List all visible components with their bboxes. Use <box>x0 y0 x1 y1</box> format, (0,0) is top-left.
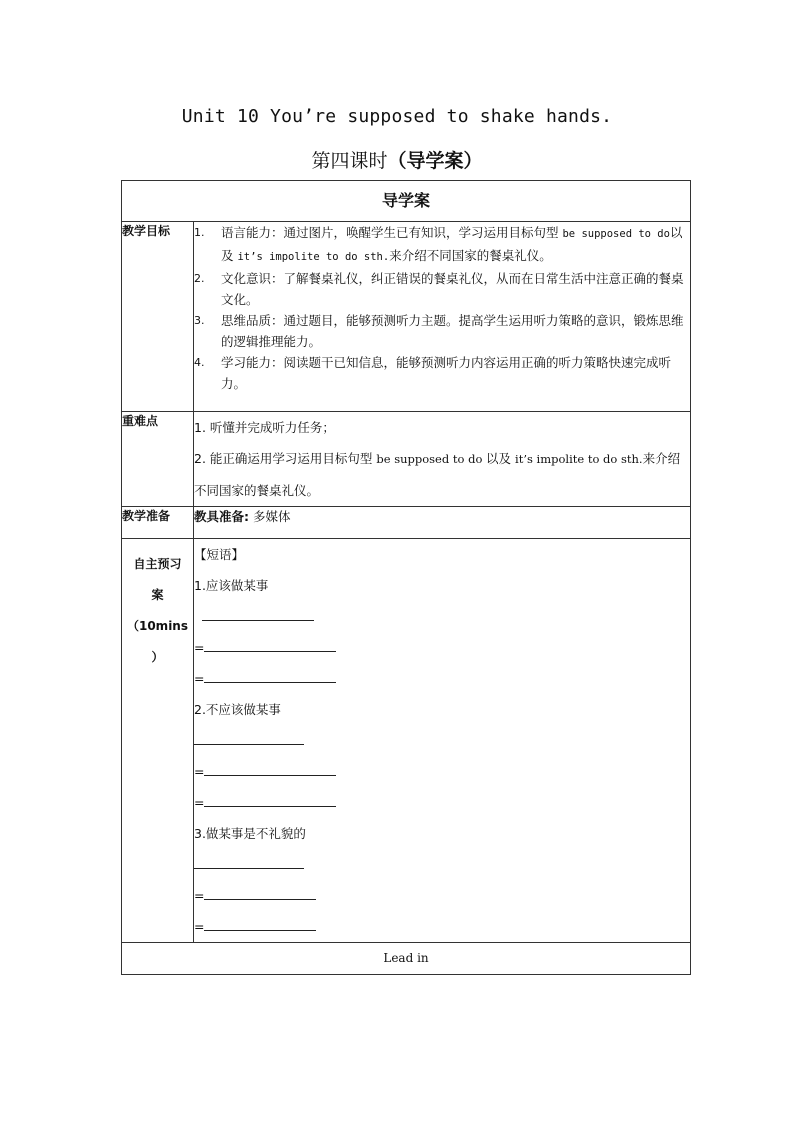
blank-line[interactable] <box>204 637 336 652</box>
blank-line[interactable] <box>194 854 304 869</box>
equals-sign: = <box>194 764 205 779</box>
goals-label: 教学目标 <box>122 222 194 412</box>
key-point-end: 来介绍不同国家的餐桌礼仪。 <box>194 451 681 498</box>
equals-sign: = <box>194 919 205 934</box>
prep-label: 教学准备 <box>122 507 194 539</box>
lesson-plan-table <box>121 180 691 975</box>
goal-text: 语言能力：通过图片，唤醒学生已有知识，学习运用目标句型 <box>221 225 563 240</box>
lead-in-row: Lead in <box>122 943 691 975</box>
preview-cell <box>194 539 691 943</box>
goal-pattern-1: be supposed to do <box>562 228 670 240</box>
preview-label <box>122 539 194 943</box>
answer-line[interactable] <box>194 787 690 818</box>
subtitle-bold: （导学案） <box>387 150 483 172</box>
blank-line[interactable] <box>204 916 316 931</box>
goal-number: 2. <box>194 272 205 285</box>
blank-line[interactable] <box>204 792 336 807</box>
prep-key: 教具准备: <box>194 509 249 524</box>
answer-line[interactable] <box>194 601 690 632</box>
key-point-text: 2. 能正确运用学习运用目标句型 <box>194 451 377 466</box>
answer-line[interactable] <box>194 849 690 880</box>
goal-pattern-2: it’s impolite to do sth. <box>237 251 390 263</box>
key-point-1: 1. 听懂并完成听力任务； <box>194 420 335 435</box>
goal-number: 3. <box>194 314 205 327</box>
equals-sign: = <box>194 795 205 810</box>
goals-cell <box>194 222 691 412</box>
preview-heading: 【短语】 <box>194 547 245 562</box>
preview-label-line: 案 <box>151 588 164 602</box>
goal-number: 4. <box>194 356 205 369</box>
goal-text: 思维品质：通过题目，能够预测听力主题。提高学生运用听力策略的意识，锻炼思维的逻辑推理能力。 <box>221 313 684 349</box>
goal-text-join: 以及 <box>221 225 683 263</box>
phrase-item: 2.不应该做某事 <box>194 702 281 717</box>
answer-line[interactable] <box>194 911 690 942</box>
goal-item-4 <box>194 352 690 394</box>
blank-line[interactable] <box>204 761 336 776</box>
preview-label-line: ） <box>151 650 164 664</box>
answer-line[interactable] <box>194 632 690 663</box>
goal-number: 1. <box>194 226 205 239</box>
equals-sign: = <box>194 640 205 655</box>
blank-line[interactable] <box>194 730 304 745</box>
phrase-item: 1.应该做某事 <box>194 578 269 593</box>
goal-item-3 <box>194 310 690 352</box>
table-caption: 导学案 <box>122 181 691 222</box>
document-title: Unit 10 You’re supposed to shake hands. <box>181 106 613 127</box>
prep-cell <box>194 507 691 539</box>
phrase-item: 3.做某事是不礼貌的 <box>194 826 306 841</box>
answer-line[interactable] <box>194 756 690 787</box>
lesson-subtitle <box>0 146 794 173</box>
goal-item-1 <box>194 222 690 268</box>
equals-sign: = <box>194 888 205 903</box>
prep-value: 多媒体 <box>249 509 291 524</box>
goal-text: 文化意识：了解餐桌礼仪，纠正错误的餐桌礼仪，从而在日常生活中注意正确的餐桌文化。 <box>221 271 684 307</box>
answer-line[interactable] <box>194 663 690 694</box>
blank-line[interactable] <box>204 668 336 683</box>
key-points-cell <box>194 412 691 507</box>
preview-label-line: 自主预习 <box>133 557 182 571</box>
blank-line[interactable] <box>202 606 314 621</box>
key-points-label: 重难点 <box>122 412 194 507</box>
key-point-pattern-1: be supposed to do <box>376 452 487 466</box>
answer-line[interactable] <box>194 880 690 911</box>
key-point-join: 以及 <box>486 451 516 466</box>
goal-item-2 <box>194 268 690 310</box>
preview-label-line: （10mins <box>126 619 188 633</box>
answer-line[interactable] <box>194 725 690 756</box>
blank-line[interactable] <box>204 885 316 900</box>
goal-text: 学习能力：阅读题干已知信息，能够预测听力内容运用正确的听力策略快速完成听力。 <box>221 355 672 391</box>
key-point-2 <box>194 443 690 506</box>
subtitle-plain: 第四课时 <box>311 150 388 172</box>
key-point-pattern-2: it’s impolite to do sth. <box>515 452 643 466</box>
goal-text-end: 来介绍不同国家的餐桌礼仪。 <box>389 248 552 263</box>
equals-sign: = <box>194 671 205 686</box>
